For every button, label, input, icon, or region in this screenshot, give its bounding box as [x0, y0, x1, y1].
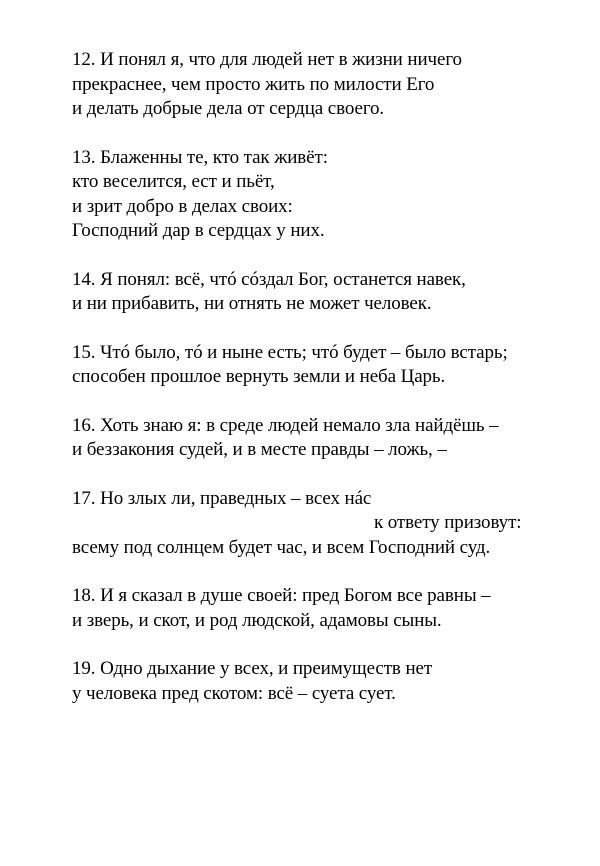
- verse-line: 19. Одно дыхание у всех, и преимуществ нет: [72, 658, 433, 679]
- verse-line: 14. Я понял: всё, чтó сóздал Бог, останется навек,: [72, 268, 466, 290]
- verse-line: у человека пред скотом: всё – суета сует.: [72, 682, 396, 704]
- verse-line: и беззакония судей, и в месте правды – ложь, –: [72, 439, 447, 460]
- verse-line: 13. Блаженны те, кто так живёт:: [72, 146, 328, 168]
- stanza-14: [72, 268, 572, 317]
- verse-line: 16. Хоть знаю я: в среде людей немало зла найдёшь –: [72, 414, 499, 436]
- stanza-16: [72, 414, 572, 463]
- verse-line: 12. И понял я, что для людей нет в жизни ничего: [72, 49, 462, 70]
- stanza-15: [72, 341, 572, 390]
- verse-line: 17. Но злых ли, праведных – всех нáс: [72, 487, 372, 509]
- verse-line: и делать добрые дела от сердца своего.: [72, 98, 385, 119]
- verse-line: способен прошлое вернуть земли и неба Царь.: [72, 366, 446, 387]
- stanza-17: [72, 487, 572, 561]
- verse-line-indented: к ответу призовут:: [374, 512, 522, 533]
- poem-page: [72, 48, 572, 730]
- stanza-18: [72, 584, 572, 633]
- verse-line: и зрит добро в делах своих:: [72, 195, 293, 217]
- verse-line: кто веселится, ест и пьёт,: [72, 171, 275, 192]
- verse-line: и зверь, и скот, и род людской, адамовы сыны.: [72, 609, 442, 631]
- verse-line: прекраснее, чем просто жить по милости Его: [72, 73, 435, 95]
- verse-line: 18. И я сказал в душе своей: пред Богом все равны –: [72, 585, 491, 606]
- stanza-13: [72, 146, 572, 244]
- stanza-19: [72, 657, 572, 706]
- verse-line: всему под солнцем будет час, и всем Господний суд.: [72, 536, 491, 558]
- verse-line: 15. Чтó было, тó и ныне есть; чтó будет – было встарь;: [72, 341, 508, 363]
- stanza-12: [72, 48, 572, 122]
- verse-line: и ни прибавить, ни отнять не может человек.: [72, 293, 432, 314]
- verse-line: Господний дар в сердцах у них.: [72, 220, 325, 241]
